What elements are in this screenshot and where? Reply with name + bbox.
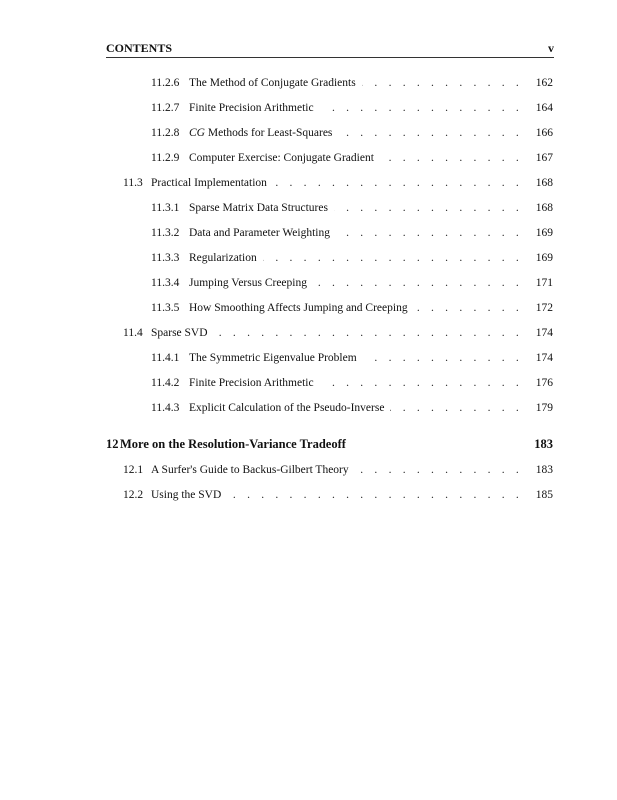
entry-page: 166 [535, 127, 553, 139]
dot-leader [363, 350, 523, 366]
dot-leader [263, 250, 523, 266]
dot-leader [362, 75, 523, 91]
entry-number: 11.2.9 [151, 152, 180, 164]
entry-number: 11.4.1 [151, 352, 180, 364]
toc-entry[interactable] [123, 462, 553, 478]
entry-number: 11.2.6 [151, 77, 180, 89]
entry-page: 162 [535, 77, 553, 89]
entry-page: 174 [535, 327, 553, 339]
chapter-page: 183 [534, 437, 553, 451]
entry-title: Practical Implementation [151, 177, 267, 189]
entry-title: Jumping Versus Creeping [189, 277, 307, 289]
toc-entry[interactable] [151, 125, 553, 141]
dot-leader [355, 462, 523, 478]
dot-leader [390, 400, 523, 416]
toc-entry[interactable] [123, 325, 553, 341]
dot-leader [320, 100, 523, 116]
entry-page: 185 [535, 489, 553, 501]
entry-number: 11.4.2 [151, 377, 180, 389]
dot-leader [414, 300, 523, 316]
toc-entry[interactable] [151, 75, 553, 91]
header-page-number: v [548, 41, 554, 55]
entry-title: Explicit Calculation of the Pseudo-Inverse [189, 402, 385, 414]
toc-entry[interactable] [151, 225, 553, 241]
entry-title-italic: CG [189, 127, 205, 139]
entry-page: 176 [535, 377, 553, 389]
entry-title: The Method of Conjugate Gradients [189, 77, 356, 89]
entry-number: 11.4 [123, 327, 143, 339]
entry-title-rest: Methods for Least-Squares [207, 127, 333, 139]
entry-number: 11.2.7 [151, 102, 180, 114]
entry-title: Sparse SVD [151, 327, 208, 339]
entry-page: 168 [535, 177, 553, 189]
entry-page: 174 [535, 352, 553, 364]
entry-number: 11.2.8 [151, 127, 180, 139]
entry-title: Computer Exercise: Conjugate Gradient [189, 152, 374, 164]
entry-page: 168 [535, 202, 553, 214]
entry-page: 183 [535, 464, 553, 476]
toc-chapter[interactable] [106, 435, 553, 453]
dot-leader [336, 225, 523, 241]
toc-entry[interactable] [123, 487, 553, 503]
dot-leader [320, 375, 523, 391]
entry-number: 11.3.5 [151, 302, 180, 314]
entry-number: 11.3.4 [151, 277, 180, 289]
entry-page: 169 [535, 252, 553, 264]
header-title: CONTENTS [106, 41, 173, 55]
dot-leader [338, 125, 523, 141]
entry-page: 164 [535, 102, 553, 114]
entry-title: A Surfer's Guide to Backus-Gilbert Theory [151, 464, 349, 476]
entry-number: 11.3 [123, 177, 143, 189]
toc-entry[interactable] [151, 300, 553, 316]
chapter-number: 12 [106, 437, 119, 451]
entry-title: Data and Parameter Weighting [189, 227, 330, 239]
entry-number: 12.1 [123, 464, 144, 476]
toc-entry[interactable] [123, 175, 553, 191]
toc-entry[interactable] [151, 100, 553, 116]
toc-entry[interactable] [151, 200, 553, 216]
entry-number: 12.2 [123, 489, 144, 501]
entry-page: 171 [535, 277, 553, 289]
dot-leader [214, 325, 523, 341]
toc-entry[interactable] [151, 375, 553, 391]
entry-number: 11.3.3 [151, 252, 180, 264]
entry-title: Finite Precision Arithmetic [189, 377, 314, 389]
entry-page: 169 [535, 227, 553, 239]
entry-number: 11.3.1 [151, 202, 180, 214]
toc-entry[interactable] [151, 350, 553, 366]
dot-leader [313, 275, 523, 291]
entry-page: 172 [535, 302, 553, 314]
entry-title: The Symmetric Eigenvalue Problem [189, 352, 357, 364]
entry-title: Using the SVD [151, 489, 222, 501]
entry-page: 167 [535, 152, 553, 164]
toc-entry[interactable] [151, 250, 553, 266]
entry-number: 11.4.3 [151, 402, 180, 414]
entry-number: 11.3.2 [151, 227, 180, 239]
dot-leader [334, 200, 523, 216]
chapter-title: More on the Resolution-Variance Tradeoff [120, 437, 346, 451]
entry-page: 179 [535, 402, 553, 414]
entry-title: Regularization [189, 252, 257, 264]
dot-leader [227, 487, 523, 503]
dot-leader [273, 175, 523, 191]
entry-title: Finite Precision Arithmetic [189, 102, 314, 114]
header-rule [106, 57, 554, 58]
toc-entry[interactable] [151, 400, 553, 416]
toc-entry[interactable] [151, 150, 553, 166]
toc-entry[interactable] [151, 275, 553, 291]
running-header [106, 41, 554, 56]
entry-title: Sparse Matrix Data Structures [189, 202, 328, 214]
entry-title: How Smoothing Affects Jumping and Creeping [189, 302, 408, 314]
dot-leader [380, 150, 523, 166]
entry-title [189, 125, 332, 141]
